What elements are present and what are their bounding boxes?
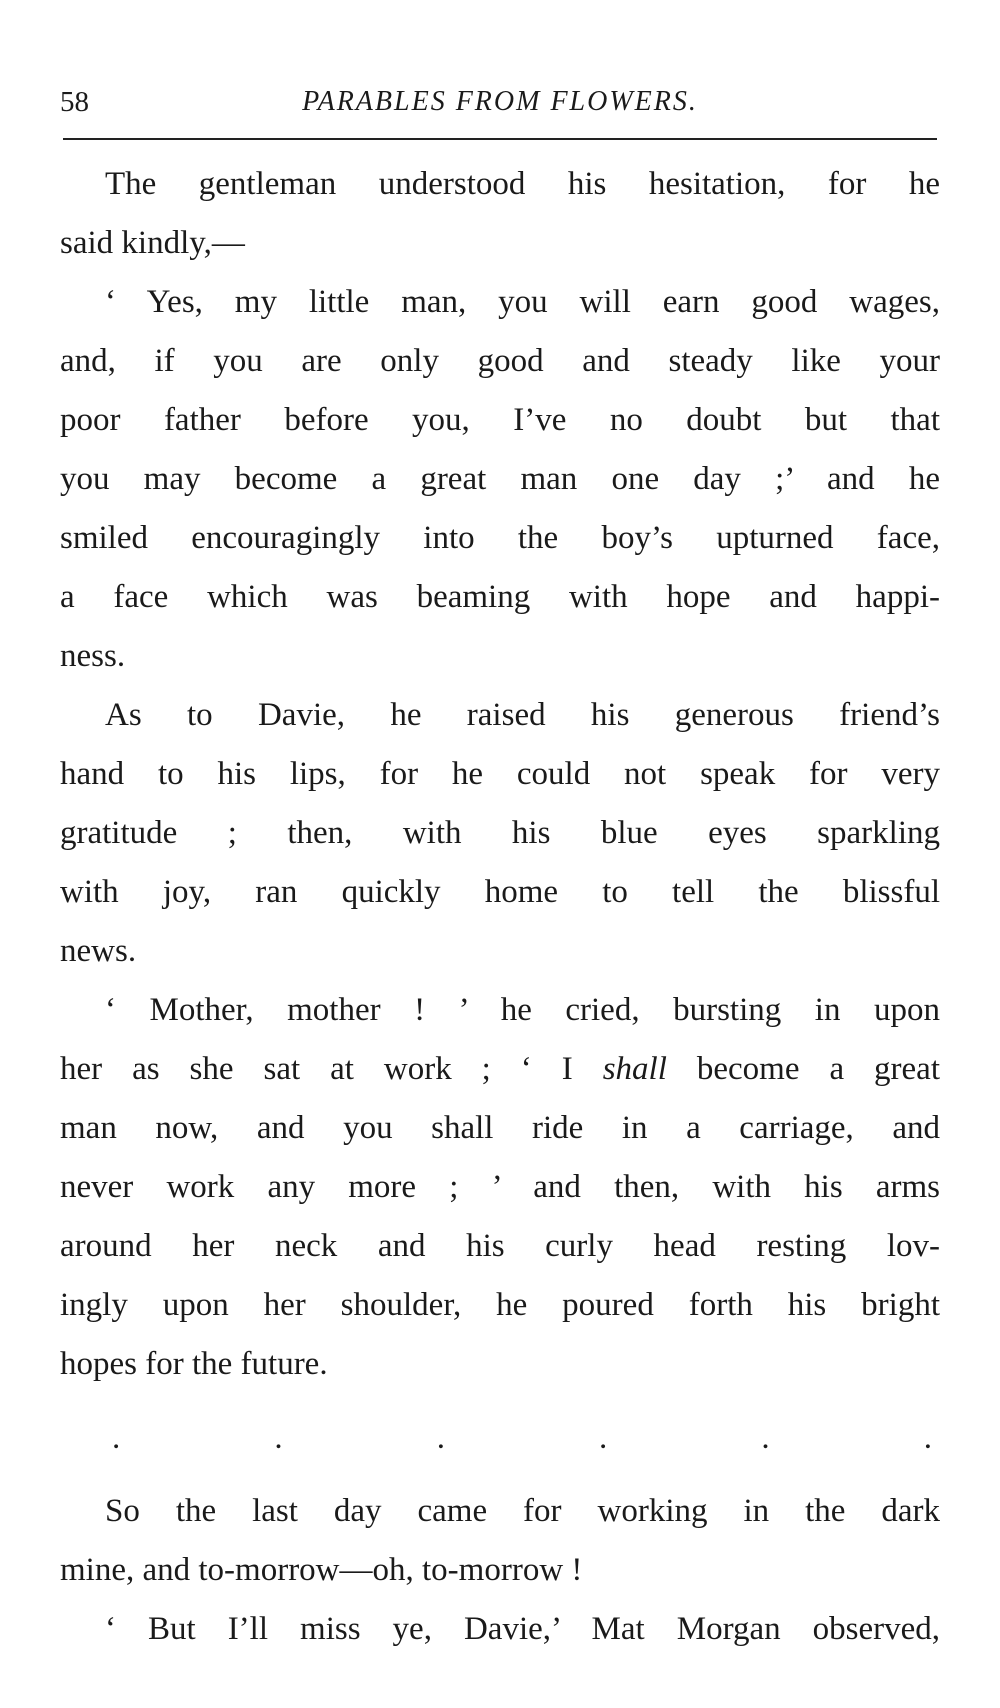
text-line: and, if you are only good and steady like your [60,343,940,379]
text-line: gratitude ; then, with his blue eyes sparkling [60,815,940,851]
section-break-dot: . [599,1420,608,1456]
text-line: never work any more ; ’ and then, with his arms [60,1169,940,1205]
spacer [60,1470,940,1482]
text-line: a face which was beaming with hope and happi- [60,579,940,615]
text-line: man now, and you shall ride in a carriage, and [60,1110,940,1146]
section-break [60,1406,940,1470]
header-rule [63,138,937,140]
text-line: with joy, ran quickly home to tell the blissful [60,874,940,910]
text-line: around her neck and his curly head resting lov- [60,1228,940,1264]
text-line: ‘ But I’ll miss ye, Davie,’ Mat Morgan observed, [105,1611,940,1647]
body-text [60,155,940,1659]
text-segment: her as she sat at work ; ‘ I [60,1051,603,1087]
text-line: news. [60,933,137,969]
emphasized-word: shall [602,1051,667,1087]
text-line: hand to his lips, for he could not speak for very [60,756,940,792]
text-line: ‘ Yes, my little man, you will earn good wages, [105,284,940,320]
text-line-with-italic [60,1040,940,1099]
text-segment: become a great [666,1051,940,1087]
running-head [60,82,940,122]
text-line: ‘ Mother, mother ! ’ he cried, bursting in upon [105,992,940,1028]
text-line: said kindly,— [60,225,245,261]
text-line: you may become a great man one day ;’ and he [60,461,940,497]
text-line: poor father before you, I’ve no doubt but that [60,402,940,438]
text-line: hopes for the future. [60,1346,328,1382]
page-number: 58 [60,86,89,118]
section-break-dot: . [436,1420,445,1456]
text-line: mine, and to-morrow—oh, to-morrow ! [60,1552,583,1588]
section-break-dot: . [112,1420,121,1456]
text-line: The gentleman understood his hesitation, for he [105,166,940,202]
spacer [60,1394,940,1406]
section-break-dot: . [761,1420,770,1456]
text-line: So the last day came for working in the dark [105,1493,940,1529]
text-line: ness. [60,638,126,674]
text-line: As to Davie, he raised his generous friend’s [105,697,940,733]
book-title: PARABLES FROM FLOWERS. [302,86,698,117]
section-break-dot: . [923,1420,932,1456]
text-line: ingly upon her shoulder, he poured forth his bright [60,1287,940,1323]
text-line: smiled encouragingly into the boy’s upturned face, [60,520,940,556]
section-break-dot: . [274,1420,283,1456]
